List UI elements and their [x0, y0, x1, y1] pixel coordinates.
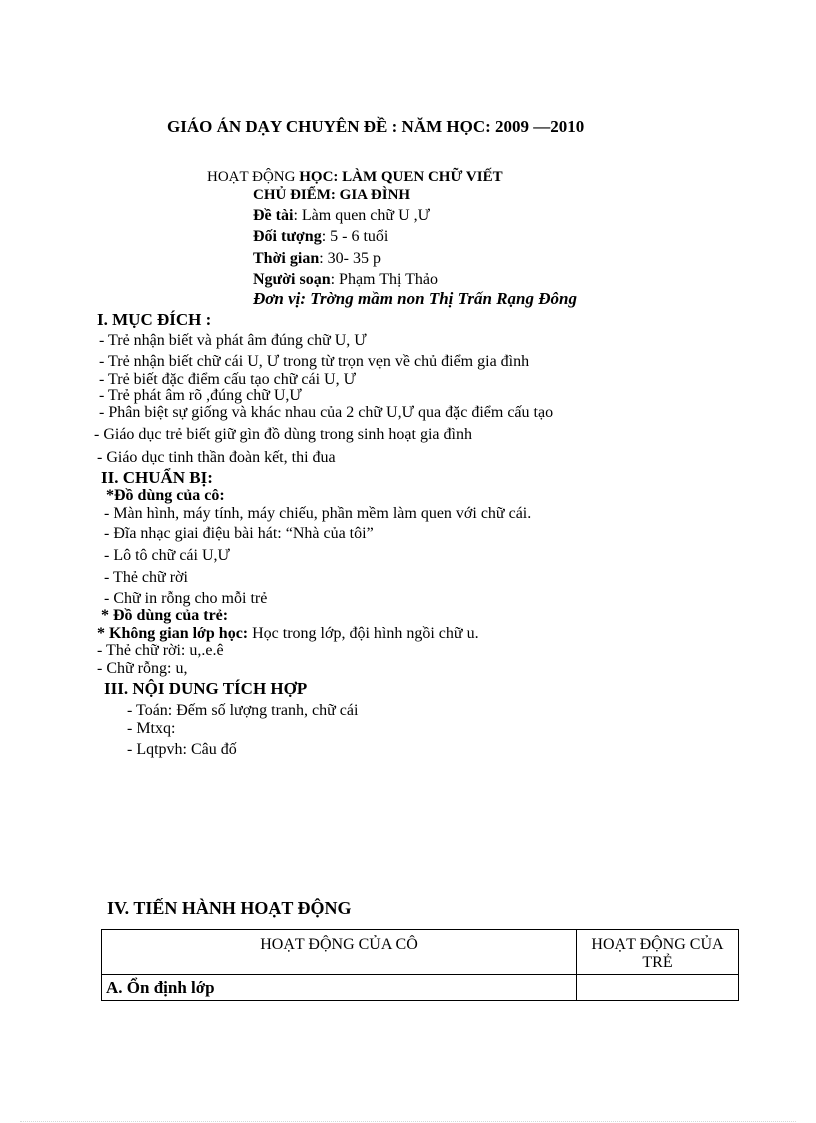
audience-label: Đối tượng	[253, 228, 322, 245]
list-item: - Lô tô chữ cái U,Ư	[104, 547, 230, 564]
list-item: - Trẻ phát âm rõ ,đúng chữ U,Ư	[99, 387, 302, 404]
list-item: - Trẻ nhận biết và phát âm đúng chữ U, Ư	[99, 332, 367, 349]
activity-value: HỌC: LÀM QUEN CHỮ VIẾT	[299, 169, 503, 185]
list-item: - Toán: Đếm số lượng tranh, chữ cái	[127, 702, 359, 719]
time-label: Thời gian	[253, 250, 320, 267]
classroom-space-value: Học trong lớp, đội hình ngồi chữ u.	[248, 625, 479, 642]
section3-heading: III. NỘI DUNG TÍCH HỢP	[104, 679, 308, 698]
teacher-activity-header: HOẠT ĐỘNG CỦA CÔ	[102, 930, 577, 975]
activity-line	[207, 170, 503, 185]
author-line	[253, 272, 438, 288]
activity-label: HOẠT ĐỘNG	[207, 169, 300, 185]
list-item: - Trẻ biết đặc điểm cấu tạo chữ cái U, Ư	[99, 371, 357, 388]
list-item: - Lqtpvh: Câu đố	[127, 741, 237, 758]
table-row	[102, 975, 739, 1001]
topic-label: Đề tài	[253, 207, 294, 224]
child-materials-heading: * Đồ dùng của trẻ:	[101, 607, 229, 624]
section2-heading: II. CHUẨN BỊ:	[101, 468, 213, 487]
classroom-space-label: * Không gian lớp học:	[97, 625, 249, 642]
list-item: - Màn hình, máy tính, máy chiếu, phần mềm làm quen với chữ cái.	[104, 505, 532, 522]
page-bottom-divider	[20, 1121, 796, 1122]
list-item: - Thẻ chữ rời	[104, 569, 188, 586]
classroom-space-line	[97, 626, 479, 642]
table-header-row	[102, 930, 739, 975]
time-value: : 30- 35 p	[319, 250, 381, 267]
child-activity-header: HOẠT ĐỘNG CỦA TRẺ	[577, 930, 739, 975]
theme-line: CHỦ ĐIỂM: GIA ĐÌNH	[253, 187, 411, 203]
audience-line	[253, 229, 388, 245]
unit-line: Đơn vị: Trờng mầm non Thị Trấn Rạng Đông	[253, 289, 577, 308]
list-item: - Thẻ chữ rời: u,.e.ê	[97, 642, 224, 659]
teacher-materials-heading: *Đồ dùng của cô:	[106, 487, 225, 504]
list-item: - Giáo dục trẻ biết giữ gìn đồ dùng trong sinh hoạt gia đình	[94, 426, 472, 443]
list-item: - Đĩa nhạc giai điệu bài hát: “Nhà của tôi”	[104, 525, 374, 542]
table-cell-empty	[577, 975, 739, 1001]
list-item: - Mtxq:	[127, 720, 176, 737]
activity-table	[101, 929, 739, 1001]
section1-heading: I. MỤC ĐÍCH :	[97, 310, 212, 329]
list-item: - Chữ in rỗng cho mỗi trẻ	[104, 590, 268, 607]
list-item: - Chữ rỗng: u,	[97, 660, 188, 677]
page-title: GIÁO ÁN DẠY CHUYÊN ĐỀ : NĂM HỌC: 2009 —2010	[167, 117, 585, 136]
topic-line	[253, 208, 430, 224]
author-value: : Phạm Thị Thảo	[330, 271, 438, 288]
audience-value: : 5 - 6 tuổi	[321, 228, 389, 245]
author-label: Người soạn	[253, 271, 331, 288]
time-line	[253, 251, 381, 267]
table-cell: A. Ổn định lớp	[102, 975, 577, 1001]
section4-heading: IV. TIẾN HÀNH HOẠT ĐỘNG	[107, 898, 352, 918]
list-item: - Giáo dục tinh thần đoàn kết, thi đua	[97, 449, 336, 466]
topic-value: : Làm quen chữ U ,Ư	[293, 207, 431, 224]
list-item: - Phân biệt sự giống và khác nhau của 2 chữ U,Ư qua đặc điểm cấu tạo	[99, 404, 554, 421]
list-item: - Trẻ nhận biết chữ cái U, Ư trong từ trọn vẹn về chủ điểm gia đình	[99, 353, 530, 370]
